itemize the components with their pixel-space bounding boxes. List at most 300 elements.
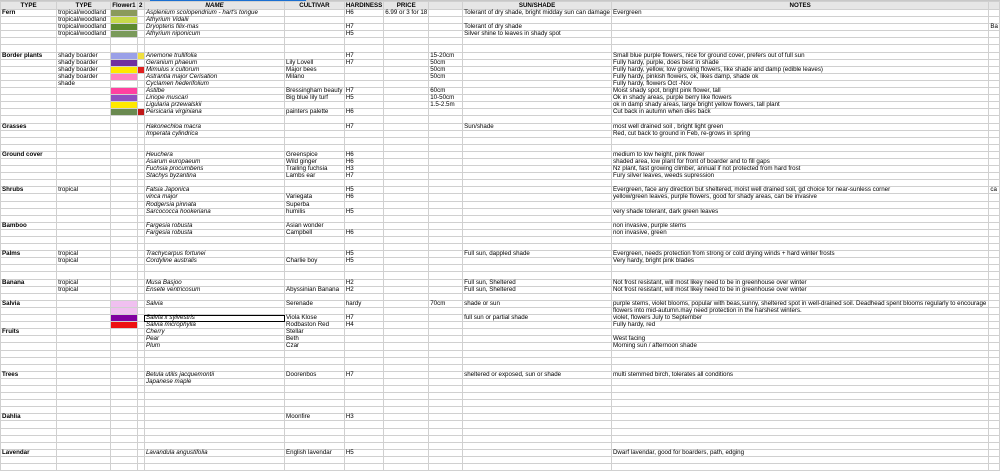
cell-price[interactable] — [384, 329, 429, 336]
cell-sun-shade[interactable] — [463, 201, 612, 208]
cell-hardiness[interactable]: H2 — [344, 286, 383, 293]
cell-hardiness[interactable]: H6 — [344, 151, 383, 158]
cell-price[interactable] — [384, 400, 429, 407]
cell-price[interactable] — [384, 201, 429, 208]
cell-hardiness[interactable]: H3 — [344, 414, 383, 421]
cell-extra[interactable] — [989, 343, 1000, 350]
cell-sun-shade[interactable] — [463, 187, 612, 194]
flower-color-swatch[interactable] — [137, 400, 144, 407]
cell-hardiness[interactable]: hardy — [344, 300, 383, 307]
cell-type[interactable] — [1, 88, 57, 95]
cell-extra[interactable] — [989, 194, 1000, 201]
cell-notes[interactable]: purple stems, violet blooms, popular with beas,sunny, sheltered spot in well-drained soil. Deadhead spent blooms regularly to encourage — [611, 300, 988, 307]
cell-notes[interactable] — [611, 428, 988, 435]
header-name[interactable]: NAME — [144, 2, 284, 10]
cell-extra[interactable] — [989, 371, 1000, 378]
active-cell[interactable]: Salvia x sylvestris — [144, 315, 284, 322]
cell-height[interactable] — [429, 208, 463, 215]
cell-extra[interactable] — [989, 88, 1000, 95]
cell-cultivar[interactable]: Campbell — [285, 229, 345, 236]
cell-type[interactable] — [1, 102, 57, 109]
flower-color-swatch[interactable] — [111, 73, 137, 80]
cell-price[interactable] — [384, 371, 429, 378]
cell-height[interactable] — [429, 421, 463, 428]
cell-type[interactable] — [1, 393, 57, 400]
flower-color-swatch[interactable] — [137, 130, 144, 137]
cell-price[interactable] — [384, 137, 429, 144]
cell-type[interactable] — [1, 378, 57, 385]
cell-notes[interactable] — [611, 45, 988, 52]
cell-sun-shade[interactable] — [463, 414, 612, 421]
cell-notes[interactable]: Very hardy, bright pink blades — [611, 258, 988, 265]
cell-height[interactable] — [429, 272, 463, 279]
cell-sun-shade[interactable] — [463, 130, 612, 137]
cell-notes[interactable]: multi stemmed birch, tolerates all conditions — [611, 371, 988, 378]
cell-type2[interactable]: tropical — [57, 258, 111, 265]
flower-color-swatch[interactable] — [111, 428, 137, 435]
cell-height[interactable] — [429, 464, 463, 471]
cell-type2[interactable] — [57, 229, 111, 236]
flower-color-swatch[interactable] — [137, 357, 144, 364]
cell-type2[interactable] — [57, 222, 111, 229]
cell-name[interactable] — [144, 272, 284, 279]
cell-extra[interactable] — [989, 95, 1000, 102]
cell-name[interactable]: Asarum europaeum — [144, 158, 284, 165]
cell-sun-shade[interactable] — [463, 151, 612, 158]
cell-price[interactable] — [384, 123, 429, 130]
flower-color-swatch[interactable] — [137, 414, 144, 421]
cell-name[interactable] — [144, 407, 284, 414]
cell-sun-shade[interactable] — [463, 357, 612, 364]
cell-notes[interactable]: West facing — [611, 336, 988, 343]
cell-extra[interactable] — [989, 265, 1000, 272]
cell-name[interactable]: Stachys byzantina — [144, 173, 284, 180]
flower-color-swatch[interactable] — [111, 109, 137, 116]
cell-type2[interactable] — [57, 357, 111, 364]
flower-color-swatch[interactable] — [111, 336, 137, 343]
cell-hardiness[interactable] — [344, 435, 383, 442]
cell-hardiness[interactable]: H6 — [344, 229, 383, 236]
cell-sun-shade[interactable] — [463, 66, 612, 73]
cell-notes[interactable] — [611, 272, 988, 279]
cell-extra[interactable] — [989, 116, 1000, 123]
cell-hardiness[interactable] — [344, 73, 383, 80]
cell-type2[interactable] — [57, 215, 111, 222]
cell-extra[interactable] — [989, 144, 1000, 151]
cell-height[interactable] — [429, 17, 463, 24]
cell-type[interactable] — [1, 343, 57, 350]
flower-color-swatch[interactable] — [111, 300, 137, 307]
cell-cultivar[interactable]: Beth — [285, 336, 345, 343]
cell-notes[interactable]: Evergreen, needs protection from strong or cold drying winds + hard winter frosts — [611, 251, 988, 258]
flower-color-swatch[interactable] — [111, 137, 137, 144]
cell-cultivar[interactable]: Big blue lily turf — [285, 95, 345, 102]
flower-color-swatch[interactable] — [137, 364, 144, 371]
flower-color-swatch[interactable] — [137, 265, 144, 272]
cell-hardiness[interactable] — [344, 378, 383, 385]
flower-color-swatch[interactable] — [111, 173, 137, 180]
cell-sun-shade[interactable] — [463, 265, 612, 272]
cell-price[interactable] — [384, 350, 429, 357]
cell-sun-shade[interactable] — [463, 116, 612, 123]
cell-sun-shade[interactable] — [463, 59, 612, 66]
cell-type[interactable]: Banana — [1, 279, 57, 286]
flower-color-swatch[interactable] — [137, 116, 144, 123]
cell-notes[interactable]: Morning sun / afternoon shade — [611, 343, 988, 350]
flower-color-swatch[interactable] — [111, 364, 137, 371]
cell-name[interactable]: Salvia — [144, 300, 284, 307]
cell-cultivar[interactable]: Greenspice — [285, 151, 345, 158]
cell-extra[interactable] — [989, 428, 1000, 435]
flower-color-swatch[interactable] — [137, 109, 144, 116]
cell-sun-shade[interactable] — [463, 52, 612, 59]
flower-color-swatch[interactable] — [111, 251, 137, 258]
cell-notes[interactable] — [611, 17, 988, 24]
cell-notes[interactable]: Cut back in autumn when dies back — [611, 109, 988, 116]
cell-notes[interactable] — [611, 435, 988, 442]
flower-color-swatch[interactable] — [137, 17, 144, 24]
cell-sun-shade[interactable] — [463, 137, 612, 144]
cell-type2[interactable] — [57, 385, 111, 392]
cell-hardiness[interactable]: H7 — [344, 59, 383, 66]
flower-color-swatch[interactable] — [111, 38, 137, 45]
cell-cultivar[interactable]: Superba — [285, 201, 345, 208]
cell-notes[interactable]: Evergreen, face any direction but sheltered, moist well drained soil, gd choice for near-sunless corner — [611, 187, 988, 194]
cell-hardiness[interactable]: H7 — [344, 315, 383, 322]
cell-name[interactable]: Rodgersia pinnata — [144, 201, 284, 208]
cell-height[interactable] — [429, 364, 463, 371]
cell-price[interactable] — [384, 286, 429, 293]
cell-notes[interactable] — [611, 393, 988, 400]
cell-sun-shade[interactable] — [463, 229, 612, 236]
flower-color-swatch[interactable] — [111, 158, 137, 165]
cell-height[interactable] — [429, 435, 463, 442]
flower-color-swatch[interactable] — [137, 279, 144, 286]
cell-name[interactable]: Cordyline australis — [144, 258, 284, 265]
cell-price[interactable] — [384, 194, 429, 201]
flower-color-swatch[interactable] — [137, 73, 144, 80]
cell-hardiness[interactable]: H6 — [344, 194, 383, 201]
flower-color-swatch[interactable] — [111, 95, 137, 102]
cell-height[interactable] — [429, 393, 463, 400]
cell-type[interactable] — [1, 109, 57, 116]
cell-type2[interactable] — [57, 109, 111, 116]
cell-sun-shade[interactable] — [463, 95, 612, 102]
cell-height[interactable]: 60cm — [429, 88, 463, 95]
cell-height[interactable] — [429, 357, 463, 364]
cell-type2[interactable] — [57, 315, 111, 322]
cell-name[interactable]: Heuchera — [144, 151, 284, 158]
cell-cultivar[interactable] — [285, 272, 345, 279]
cell-price[interactable] — [384, 151, 429, 158]
cell-type[interactable] — [1, 80, 57, 87]
cell-type[interactable] — [1, 435, 57, 442]
cell-type[interactable] — [1, 229, 57, 236]
cell-type[interactable] — [1, 336, 57, 343]
cell-price[interactable] — [384, 315, 429, 322]
cell-hardiness[interactable] — [344, 130, 383, 137]
cell-hardiness[interactable] — [344, 329, 383, 336]
cell-type[interactable]: Fruits — [1, 329, 57, 336]
cell-sun-shade[interactable] — [463, 421, 612, 428]
cell-name[interactable] — [144, 435, 284, 442]
cell-type2[interactable] — [57, 364, 111, 371]
cell-type2[interactable] — [57, 102, 111, 109]
flower-color-swatch[interactable] — [111, 222, 137, 229]
cell-extra[interactable] — [989, 464, 1000, 471]
cell-price[interactable] — [384, 237, 429, 244]
cell-type2[interactable] — [57, 322, 111, 329]
cell-type2[interactable] — [57, 464, 111, 471]
cell-extra[interactable] — [989, 364, 1000, 371]
cell-type2[interactable] — [57, 237, 111, 244]
flower-color-swatch[interactable] — [137, 421, 144, 428]
cell-type2[interactable]: tropical/woodland — [57, 31, 111, 38]
cell-cultivar[interactable] — [285, 123, 345, 130]
cell-cultivar[interactable] — [285, 378, 345, 385]
flower-color-swatch[interactable] — [137, 144, 144, 151]
cell-sun-shade[interactable] — [463, 173, 612, 180]
cell-extra[interactable] — [989, 407, 1000, 414]
cell-notes[interactable]: Nz plant, fast growing climber, annual if not protected from hard frost — [611, 166, 988, 173]
cell-extra[interactable] — [989, 31, 1000, 38]
flower-color-swatch[interactable] — [111, 208, 137, 215]
cell-type2[interactable] — [57, 272, 111, 279]
cell-height[interactable]: 70cm — [429, 300, 463, 307]
cell-price[interactable] — [384, 173, 429, 180]
cell-cultivar[interactable]: Doorenbos — [285, 371, 345, 378]
cell-sun-shade[interactable] — [463, 222, 612, 229]
cell-price[interactable] — [384, 456, 429, 463]
cell-price[interactable] — [384, 449, 429, 456]
header-flower2[interactable]: 2 — [139, 2, 143, 9]
cell-extra[interactable] — [989, 293, 1000, 300]
cell-type[interactable] — [1, 137, 57, 144]
cell-name[interactable] — [144, 414, 284, 421]
cell-hardiness[interactable] — [344, 336, 383, 343]
cell-name[interactable] — [144, 400, 284, 407]
cell-extra[interactable] — [989, 449, 1000, 456]
cell-type2[interactable] — [57, 130, 111, 137]
cell-type[interactable] — [1, 17, 57, 24]
cell-type[interactable] — [1, 385, 57, 392]
cell-price[interactable] — [384, 17, 429, 24]
cell-extra[interactable] — [989, 279, 1000, 286]
cell-extra[interactable] — [989, 322, 1000, 329]
cell-price[interactable] — [384, 59, 429, 66]
header-type2[interactable]: TYPE — [57, 2, 111, 10]
cell-name[interactable]: Fargesia robusta — [144, 229, 284, 236]
cell-height[interactable] — [429, 187, 463, 194]
cell-cultivar[interactable]: Charlie boy — [285, 258, 345, 265]
flower-color-swatch[interactable] — [111, 393, 137, 400]
cell-height[interactable] — [429, 378, 463, 385]
cell-name[interactable]: Betula utilis jacquemontii — [144, 371, 284, 378]
cell-name[interactable] — [144, 38, 284, 45]
cell-type[interactable]: Salvia — [1, 300, 57, 307]
cell-name[interactable] — [144, 428, 284, 435]
flower-color-swatch[interactable] — [137, 258, 144, 265]
cell-notes[interactable] — [611, 24, 988, 31]
flower-color-swatch[interactable] — [111, 229, 137, 236]
cell-height[interactable]: 1.5-2.5m — [429, 102, 463, 109]
cell-extra[interactable] — [989, 393, 1000, 400]
cell-type2[interactable]: tropical — [57, 251, 111, 258]
cell-notes[interactable]: very shade tolerant, dark green leaves — [611, 208, 988, 215]
cell-price[interactable]: 6.99 or 3 for 18 — [385, 9, 428, 16]
cell-height[interactable] — [429, 151, 463, 158]
cell-notes[interactable]: Fully hardy, pinkish flowers, ok, likes damp, shade ok — [611, 73, 988, 80]
cell-height[interactable] — [429, 315, 463, 322]
cell-height[interactable] — [429, 31, 463, 38]
cell-height[interactable]: 10-50cm — [429, 95, 463, 102]
flower-color-swatch[interactable] — [137, 329, 144, 336]
cell-height[interactable] — [429, 336, 463, 343]
cell-sun-shade[interactable]: Tolerant of dry shade, bright midday sun can damage — [464, 9, 610, 16]
cell-price[interactable] — [384, 385, 429, 392]
cell-sun-shade[interactable] — [463, 237, 612, 244]
cell-cultivar[interactable]: Bressingham beauty — [286, 87, 343, 95]
cell-type[interactable] — [1, 38, 57, 45]
cell-name[interactable]: Fuchsia procumbens — [144, 166, 284, 173]
cell-cultivar[interactable] — [285, 45, 345, 52]
header-extra[interactable] — [989, 2, 1000, 10]
cell-type[interactable] — [1, 73, 57, 80]
cell-price[interactable] — [384, 187, 429, 194]
cell-notes[interactable]: Evergreen — [611, 10, 988, 17]
cell-type[interactable]: Grasses — [1, 123, 57, 130]
cell-name[interactable]: Asplenium scolopendrium - hart's tongue — [144, 10, 284, 17]
cell-price[interactable] — [384, 180, 429, 187]
flower-color-swatch[interactable] — [137, 80, 144, 87]
cell-sun-shade[interactable] — [463, 336, 612, 343]
cell-hardiness[interactable] — [344, 45, 383, 52]
flower-color-swatch[interactable] — [111, 435, 137, 442]
cell-sun-shade[interactable] — [463, 350, 612, 357]
cell-name[interactable]: Anemone trullifolia — [144, 52, 284, 59]
cell-cultivar[interactable] — [285, 17, 345, 24]
cell-sun-shade[interactable] — [463, 45, 612, 52]
flower-color-swatch[interactable] — [111, 59, 137, 66]
cell-height[interactable]: 50cm — [429, 59, 463, 66]
cell-height[interactable] — [429, 194, 463, 201]
cell-type2[interactable]: tropical/woodland — [57, 24, 111, 31]
cell-cultivar[interactable] — [285, 400, 345, 407]
cell-notes[interactable]: Fully hardy, flowers Oct -Nov — [611, 80, 988, 87]
cell-sun-shade[interactable] — [463, 158, 612, 165]
flower-color-swatch[interactable] — [137, 215, 144, 222]
cell-sun-shade[interactable] — [463, 428, 612, 435]
flower-color-swatch[interactable] — [111, 449, 137, 456]
cell-type2[interactable] — [57, 435, 111, 442]
cell-type[interactable] — [1, 24, 57, 31]
flower-color-swatch[interactable] — [137, 201, 144, 208]
cell-name[interactable] — [144, 45, 284, 52]
cell-price[interactable] — [384, 109, 429, 116]
cell-height[interactable] — [429, 265, 463, 272]
cell-name[interactable]: Ligularia przewalskii — [144, 102, 284, 109]
cell-notes[interactable] — [611, 385, 988, 392]
cell-name[interactable]: Liriope muscari — [144, 95, 284, 102]
cell-type[interactable]: Lavendar — [1, 449, 57, 456]
flower-color-swatch[interactable] — [137, 158, 144, 165]
cell-type2[interactable] — [57, 329, 111, 336]
cell-notes[interactable] — [611, 456, 988, 463]
cell-sun-shade[interactable] — [463, 73, 612, 80]
cell-name[interactable] — [144, 293, 284, 300]
cell-name[interactable]: Mimulus x cultorum — [144, 66, 284, 73]
cell-price[interactable] — [384, 158, 429, 165]
cell-height[interactable] — [429, 201, 463, 208]
flower-color-swatch[interactable] — [137, 428, 144, 435]
cell-sun-shade[interactable]: sheltered or exposed, sun or shade — [463, 371, 612, 378]
cell-cultivar[interactable] — [285, 464, 345, 471]
cell-height[interactable] — [429, 144, 463, 151]
cell-type2[interactable] — [57, 336, 111, 343]
cell-name[interactable]: Japanese maple — [144, 378, 284, 385]
flower-color-swatch[interactable] — [137, 24, 144, 31]
cell-type[interactable] — [1, 272, 57, 279]
cell-cultivar[interactable] — [285, 265, 345, 272]
cell-extra[interactable] — [989, 237, 1000, 244]
cell-type2[interactable] — [57, 407, 111, 414]
cell-notes[interactable] — [611, 350, 988, 357]
cell-extra[interactable] — [989, 442, 1000, 449]
cell-extra[interactable] — [989, 435, 1000, 442]
flower-color-swatch[interactable] — [137, 307, 144, 314]
cell-hardiness[interactable] — [344, 66, 383, 73]
flower-color-swatch[interactable] — [111, 187, 137, 194]
cell-type[interactable] — [1, 237, 57, 244]
cell-type[interactable] — [1, 66, 57, 73]
cell-extra[interactable] — [989, 123, 1000, 130]
cell-cultivar[interactable]: Lambs ear — [285, 173, 345, 180]
cell-cultivar[interactable]: Major bees — [285, 66, 345, 73]
cell-type[interactable]: Ground cover — [1, 151, 57, 158]
cell-hardiness[interactable] — [344, 385, 383, 392]
cell-type2[interactable] — [57, 378, 111, 385]
cell-price[interactable] — [384, 144, 429, 151]
cell-name[interactable]: Trachycarpus fortunei — [144, 251, 284, 258]
cell-type2[interactable] — [57, 428, 111, 435]
flower-color-swatch[interactable] — [111, 322, 137, 329]
cell-notes[interactable]: yellow/green leaves, purple flowers, good for shady areas, can be invasive — [611, 194, 988, 201]
cell-type[interactable] — [1, 400, 57, 407]
flower-color-swatch[interactable] — [137, 187, 144, 194]
cell-sun-shade[interactable] — [463, 180, 612, 187]
cell-type[interactable] — [1, 258, 57, 265]
flower-color-swatch[interactable] — [111, 130, 137, 137]
cell-cultivar[interactable] — [285, 456, 345, 463]
cell-type2[interactable]: shady boarder — [57, 73, 111, 80]
cell-height[interactable] — [429, 456, 463, 463]
cell-type2[interactable] — [57, 166, 111, 173]
cell-name[interactable]: vinca major — [144, 194, 284, 201]
flower-color-swatch[interactable] — [137, 393, 144, 400]
cell-sun-shade[interactable]: Full sun, Sheltered — [463, 279, 612, 286]
cell-height[interactable] — [429, 442, 463, 449]
cell-name[interactable]: Pear — [144, 336, 284, 343]
flower-color-swatch[interactable] — [111, 442, 137, 449]
cell-type2[interactable] — [57, 421, 111, 428]
cell-notes[interactable]: Fully hardy, yellow, low growing flowers, like shade and damp (edible leaves) — [611, 66, 988, 73]
cell-extra[interactable] — [989, 38, 1000, 45]
cell-extra[interactable] — [989, 130, 1000, 137]
cell-height[interactable] — [429, 109, 463, 116]
cell-height[interactable] — [429, 428, 463, 435]
cell-type2[interactable] — [57, 38, 111, 45]
cell-height[interactable] — [429, 237, 463, 244]
